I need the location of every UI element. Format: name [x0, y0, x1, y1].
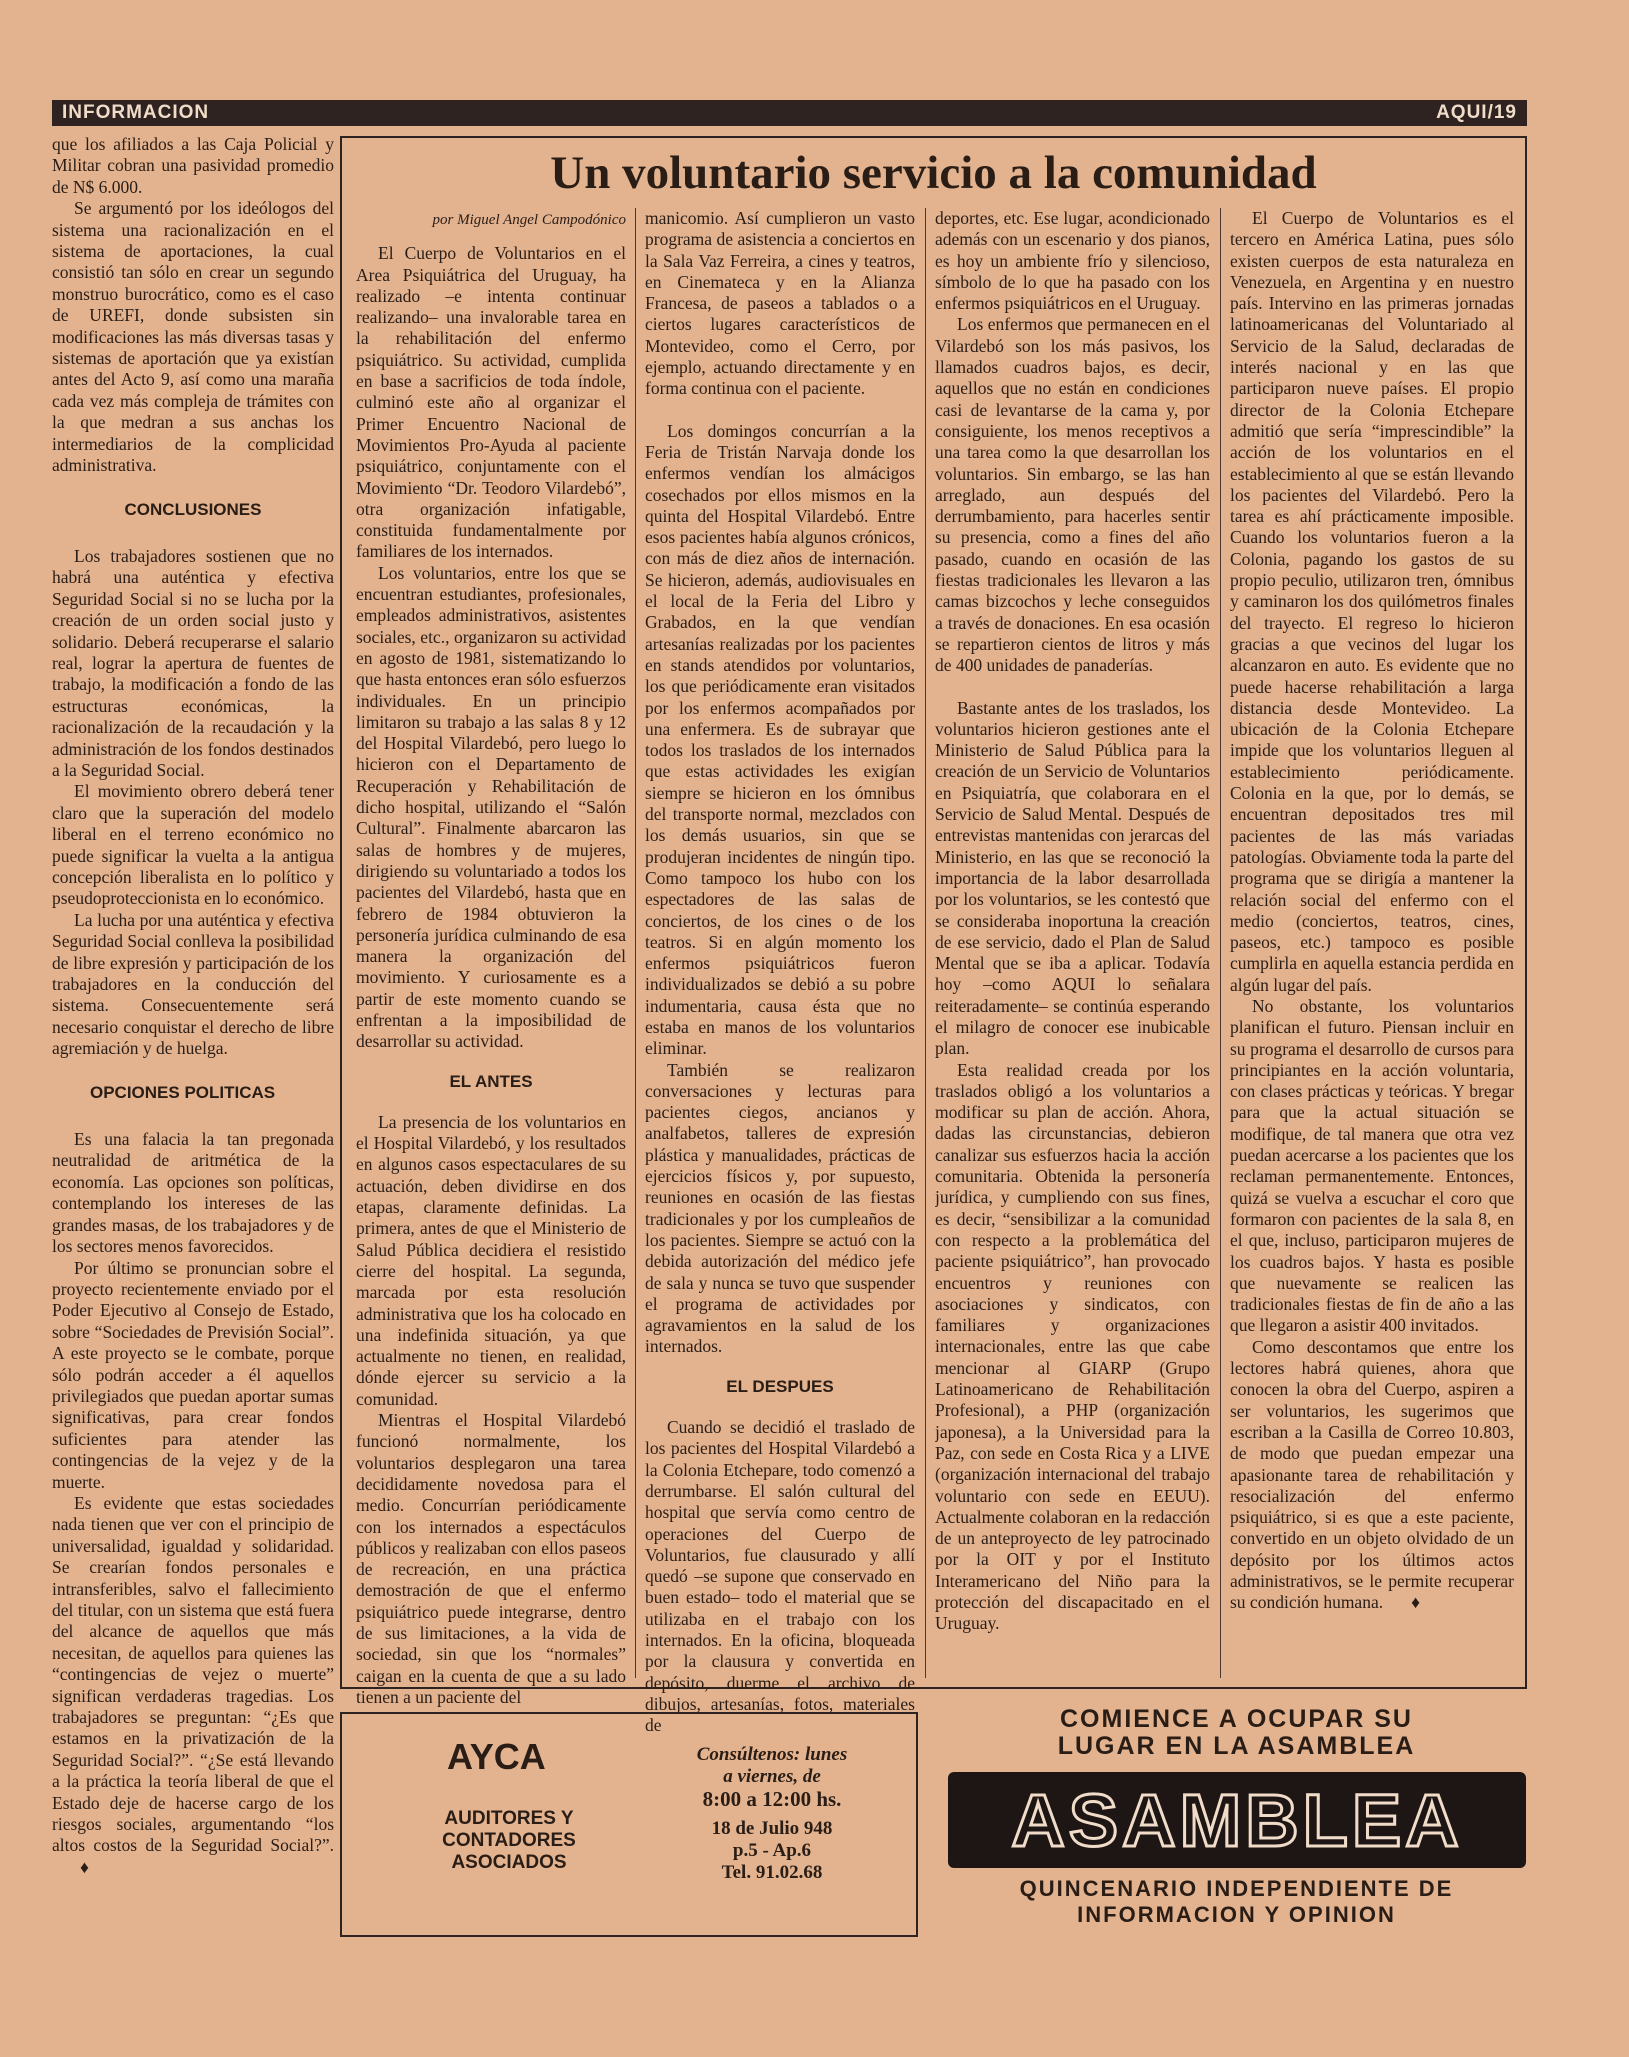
- ayca-advertisement: [340, 1712, 918, 1937]
- asamblea-logo: [948, 1772, 1526, 1868]
- ayca-contact-info: [672, 1744, 872, 1884]
- paragraph: Bastante antes de los traslados, los voluntarios hicieron gestiones ante el Ministerio de Salud Pública para la creación de un Servicio de Voluntarios en Psiquiatría, que colaborara en el Servicio de Salud Mental. Después de entrevistas mantenidas con jerarcas del Ministerio, en las que se reconoció la importancia de la labor desarrollada por los voluntarios, se les contestó que se consideraba inoportuna la creación de ese servicio, dado el Plan de Salud Mental que se iba a aplicar. Todavía hoy –como AQUI lo señalara reiteradamente– se continúa esperando el milagro de conocer ese inubicable plan.: [935, 697, 1210, 1059]
- paragraph-text: Es evidente que estas sociedades nada tienen que ver con el principio de universalidad, igualdad y solidaridad. Se crearían fondos personales e intransferibles, salvo el fallecimiento del titular, con un sistema que está fuera del alcance de aquellos que más necesitan, de aquellos para quienes las “contingencias de vejez o muerte” significan verdaderas tragedias. Los trabajadores se preguntan: “¿Es que estamos en la privatización de la Seguridad Social?”. “¿Se está llevando a la práctica la teoría liberal de que el Estado deje de hacerse cargo de los riesgos sociales, argumentando “los altos costos de la Seguridad Social?”.: [52, 1492, 334, 1856]
- paragraph: Cuando se decidió el traslado de los pacientes del Hospital Vilardebó a la Colonia Etchepare, todo comenzó a derrumbarse. El salón cultural del hospital que servía como centro de operaciones del Cuerpo de Voluntarios, fue clausurado y allí quedó –se supone que conservado en buen estado– todo el material que se utilizaba en el trabajo con los internados. En la oficina, bloqueada por la clausura y convertida en depósito, duerme el archivo de dibujos, artesanías, fotos, materiales de: [645, 1417, 915, 1736]
- paragraph: manicomio. Así cumplieron un vasto programa de asistencia a conciertos en la Sala Vaz Ferreira, a cines y teatros, en Cinemateca y en la Alianza Francesa, de paseos a tablados o a ciertos lugares característicos de Montevideo, como el Cerro, por ejemplo, actuando directamente y en forma continua con el paciente.: [645, 208, 915, 399]
- ayca-hours-line: Consúltenos: lunes: [696, 1744, 848, 1765]
- paragraph: Es una falacia la tan pregonada neutralidad de aritmética de la economía. Las opciones son políticas, contemplando los intereses de las grandes masas, de los trabajadores y de los sectores menos favorecidos.: [52, 1129, 334, 1257]
- paragraph: Se argumentó por los ideólogos del sistema una racionalización en el sistema de aportaciones, la cual consistió tan sólo en crear un segundo monstruo burocrático, como es el caso de UREFI, donde subsisten sin modificaciones las más diversas tasas y sistemas de aportación que ya existían antes del Acto 9, así como una maraña cada vez más compleja de trámites con la que medran a sus anchas los intermediarios de la complicidad administrativa.: [52, 198, 334, 476]
- paragraph: El Cuerpo de Voluntarios es el tercero en América Latina, pues sólo existen cuerpos de esta naturaleza en Venezuela, en Argentina y en nuestro país. Intervino en las primeras jornadas latinoamericanas del Voluntariado al Servicio de la Salud, declaradas de interés nacional y en las que participaron nueve países. El propio director de la Colonia Etchepare admitió que sería “imprescindible” la acción de los voluntarios en el establecimiento al que se están llevando los pacientes del Vilardebó. Pero la tarea es ahí prácticamente imposible. Cuando los voluntarios fueron a la Colonia, pagando los gastos de su propio peculio, utilizaron tren, ómnibus y caminaron los dos quilómetros finales del trayecto. El regreso lo hicieron gracias a que vecinos del lugar los alcanzaron en auto. Es evidente que no puede hacerse rehabilitación a larga distancia desde Montevideo. La ubicación de la Colonia Etchepare impide que los voluntarios lleguen al establecimiento periódicamente. Colonia en la que, por lo demás, se encuentran depositados tres mil pacientes de las más variadas patologías. Obviamente toda la parte del programa que se dirigía a mantener la relación social del enfermo con el medio (conciertos, teatros, cines, paseos, etc.) tampoco es posible cumplirla en aquella estancia perdida en algún lugar del país.: [1230, 208, 1514, 995]
- paragraph-text: Como descontamos que entre los lectores habrá quienes, ahora que conocen la obra del Cuerpo, aspiren a ser voluntarios, les sugerimos que escriban a la Casilla de Correo 10.803, de modo que puedan empezar una apasionante tarea de rehabilitación y resocialización del enfermo psiquiátrico, si es que a este paciente, convertido en un objeto olvidado de un depósito por los últimos actos administrativos, se le permite recuperar su condición humana.: [1230, 1336, 1514, 1613]
- ayca-address-line: p.5 - Ap.6: [732, 1840, 812, 1861]
- page-header-bar: [52, 100, 1527, 126]
- paragraph: También se realizaron conversaciones y lecturas para pacientes ciegos, ancianos y analfabetos, talleres de expresión plástica y manualidades, prácticas de ejercicios físicos y, por supuesto, reuniones en ocasión de las fiestas tradicionales y por los cumpleaños de los pacientes. Siempre se actuó con la debida autorización del médico jefe de sala y nunca se tuvo que suspender el programa de actividades por agravamientos en la salud de los internados.: [645, 1059, 915, 1357]
- end-mark-icon: ♦: [1411, 1592, 1421, 1613]
- paragraph: Por último se pronuncian sobre el proyecto recientemente enviado por el Poder Ejecutivo al Consejo de Estado, sobre “Sociedades de Previsión Social”. A este proyecto se le combate, porque sólo podrán acceder a él aquellos privilegiados que puedan aportar sumas significativas, para crear fondos suficientes para atender las contingencias de la vejez y de la muerte.: [52, 1257, 334, 1492]
- ayca-address-line: 18 de Julio 948: [711, 1818, 833, 1839]
- column-rule: [925, 208, 926, 1678]
- left-column-article: [52, 134, 334, 1934]
- column-rule: [635, 208, 636, 1678]
- article-column-1: [356, 208, 626, 1708]
- paragraph: El Cuerpo de Voluntarios en el Area Psiquiátrica del Uruguay, ha realizado –e intenta continuar realizando– una invalorable tarea en la rehabilitación del enfermo psiquiátrico. Su actividad, cumplida en base a sacrificios de toda índole, culminó este año al organizar el Primer Encuentro Nacional de Movimientos Pro-Ayuda al paciente psiquiátrico, conjuntamente con el Movimiento “Dr. Teodoro Vilardebó”, otra organización infatigable, constituida fundamentalmente por familiares de los internados.: [356, 243, 626, 562]
- paragraph: [52, 1493, 334, 1878]
- asamblea-advertisement: [946, 1706, 1527, 1936]
- article-column-3: [935, 208, 1210, 1635]
- article-headline: Un voluntario servicio a la comunidad: [550, 147, 1317, 199]
- asamblea-slogan-line: COMIENCE A OCUPAR SU: [1060, 1705, 1413, 1733]
- ayca-hours-line: a viernes, de: [723, 1766, 821, 1787]
- page-number: AQUI/19: [1436, 102, 1517, 123]
- asamblea-slogan: [946, 1706, 1527, 1760]
- end-mark-icon: ♦: [80, 1856, 89, 1877]
- paragraph: Los enfermos que permanecen en el Vilardebó son los más pasivos, los llamados cuadros bajos, es decir, aquellos que no están en condiciones casi de levantarse de la cama y, por consiguiente, los menos receptivos a una tarea como la que desarrollan los voluntarios. Sin embargo, se las han arreglado, aun después del derrumbamiento, para hacerles sentir su presencia, como a fines del año pasado, cuando en ocasión de las fiestas tradicionales les llevaron a las camas bizcochos y leche conseguidos a través de donaciones. En esa ocasión se repartieron cientos de litros y más de 400 unidades de panaderías.: [935, 314, 1210, 676]
- paragraph: No obstante, los voluntarios planifican el futuro. Piensan incluir en su programa el desarrollo de cursos para principiantes en la acción voluntaria, con clases prácticas y teóricas. Y bregar para que la actual situación se modifique, de tal manera que otra vez puedan acercarse a los pacientes que los reclaman permanentemente. Entonces, quizá se vuelva a escuchar el coro que formaron con pacientes de la sala 8, en el que, incluso, participaron mujeres de los cuadros bajos. Y hasta es posible que nuevamente se realicen las tradicionales fiestas de fin de año a las que llegaron a asistir 400 invitados.: [1230, 995, 1514, 1336]
- byline: por Miguel Angel Campodónico: [432, 212, 626, 228]
- section-heading: OPCIONES POLITICAS: [90, 1082, 276, 1102]
- paragraph: Esta realidad creada por los traslados obligó a los voluntarios a modificar su plan de acción. Ahora, dadas las circunstancias, debieron canalizar sus esfuerzos hacia la acción comunitaria. Obtenida la personería jurídica, y cumpliendo con sus fines, es decir, “sensibilizar a la comunidad con respecto a la problemática del paciente psiquiátrico”, han provocado encuentros y reuniones con asociaciones y sindicatos, con familiares y organizaciones internacionales, entre las que cabe mencionar al GIARP (Grupo Latinoamericano de Rehabilitación Profesional), a PHP (organización japonesa), a la Universidad para la Paz, con sede en Costa Rica y a LIVE (organización internacional del trabajo voluntario con sede en EEUU). Actualmente colaboran en la redacción de un anteproyecto de ley patrocinado por la OIT y por el Instituto Interamericano del Niño para la protección del discapacitado en el Uruguay.: [935, 1059, 1210, 1634]
- paragraph: El movimiento obrero deberá tener claro que la superación del modelo liberal en el terreno económico no puede significar la vuelta a la antigua concepción liberalista en lo político y pseudoproteccionista en lo económico.: [52, 781, 334, 909]
- asamblea-logo-text: ASAMBLEA: [1011, 1779, 1463, 1862]
- section-heading: EL DESPUES: [726, 1376, 834, 1396]
- paragraph: Los domingos concurrían a la Feria de Tristán Narvaja donde los enfermos vendían los almácigos cosechados por ellos mismos en la quinta del Hospital Vilardebó. Entre esos pacientes había algunos crónicos, con más de diez años de internación. Se hicieron, además, audiovisuales en el local de la Feria del Libro y Grabados, en la que vendían artesanías realizadas por los pacientes en stands atendidos por voluntarios, los que periódicamente eran visitados por los enfermos acompañados por una enfermera. Es de subrayar que todos los traslados de los internados que estas actividades les exigían siempre se hicieron en los ómnibus del transporte normal, mezclados con los demás usuarios, sin que se produjeran incidentes de ningún tipo. Como tampoco los hubo con los espectadores de las salas de conciertos, de los cines o de los teatros. Si en algún momento los enfermos psiquiátricos fueron individualizados se debió a su pobre indumentaria, causa ésta que no estaba en manos de los voluntarios eliminar.: [645, 420, 915, 1059]
- section-heading: CONCLUSIONES: [124, 499, 262, 519]
- ayca-line: ASOCIADOS: [451, 1852, 567, 1873]
- ayca-description: [424, 1808, 594, 1874]
- paragraph: Los voluntarios, entre los que se encuentran estudiantes, profesionales, empleados administrativos, asistentes sociales, etc., organizaron su actividad en agosto de 1981, sistematizando lo que hasta entonces eran sólo esfuerzos individuales. En un principio limitaron su trabajo a las salas 8 y 12 del Hospital Vilardebó, pero luego lo hicieron con el Departamento de Recuperación y Rehabilitación de dicho hospital, utilizando el “Salón Cultural”. Finalmente abarcaron las salas de hombres y de mujeres, dirigiendo su voluntariado a todos los pacientes del Vilardebó, hasta que en febrero de 1984 obtuvieron la personería jurídica culminando de esa manera la organización del movimiento. Y curiosamente es a partir de este momento cuando se enfrentan a la imposibilidad de desarrollar su actividad.: [356, 562, 626, 1052]
- ayca-phone-line: Tel. 91.02.68: [721, 1862, 823, 1883]
- asamblea-logo-banner: [948, 1772, 1526, 1868]
- paragraph: Los trabajadores sostienen que no habrá una auténtica y efectiva Seguridad Social si no se lucha por la creación de un orden social justo y solidario. Deberá recuperarse el salario real, lograr la apertura de fuentes de trabajo, la modificación a fondo de las estructuras económicas, la racionalización de la recaudación y la administración de los fondos destinados a la Seguridad Social.: [52, 545, 334, 780]
- paragraph: Mientras el Hospital Vilardebó funcionó normalmente, los voluntarios desplegaron una tarea decididamente novedosa para el medio. Concurrían periódicamente con los internados a espectáculos públicos y realizaban con ellos paseos de recreación, en una práctica demostración de que el enfermo psiquiátrico puede integrarse, dentro de sus limitaciones, a la vida de sociedad, sin que los “normales” caigan en la cuenta de que a su lado tienen a un paciente del: [356, 1410, 626, 1707]
- article-column-4: [1230, 208, 1514, 1614]
- paragraph: [1230, 1337, 1514, 1614]
- column-rule: [1220, 208, 1221, 1678]
- paragraph: que los afiliados a las Caja Policial y Militar cobran una pasividad promedio de N$ 6.000.: [52, 134, 334, 197]
- asamblea-tagline-line: QUINCENARIO INDEPENDIENTE DE: [1019, 1876, 1454, 1901]
- ayca-line: AUDITORES Y: [444, 1808, 574, 1829]
- asamblea-slogan-line: LUGAR EN LA ASAMBLEA: [1057, 1732, 1416, 1760]
- ayca-line: CONTADORES: [442, 1830, 576, 1851]
- section-heading: EL ANTES: [449, 1071, 533, 1091]
- paragraph: La presencia de los voluntarios en el Hospital Vilardebó, y los resultados en algunos casos espectaculares de su actuación, deben dividirse en dos etapas, claramente definidas. La primera, antes de que el Ministerio de Salud Pública decidiera el resistido cierre del hospital. La segunda, marcada por esta resolución administrativa que los ha colocado en una indefinida situación, ya que actualmente no tienen, en realidad, dónde ejercer su servicio a la comunidad.: [356, 1111, 626, 1409]
- ayca-name: AYCA: [447, 1736, 546, 1777]
- section-title: INFORMACION: [62, 102, 210, 123]
- article-column-2: [645, 208, 915, 1736]
- paragraph: La lucha por una auténtica y efectiva Seguridad Social conlleva la posibilidad de libre expresión y participación de los trabajadores en la conducción del sistema. Consecuentemente será necesario conquistar el derecho de libre agremiación y de huelga.: [52, 909, 334, 1059]
- asamblea-tagline: [946, 1876, 1527, 1928]
- ayca-hours-line: 8:00 a 12:00 hs.: [702, 1787, 842, 1811]
- asamblea-tagline-line: INFORMACION Y OPINION: [1077, 1902, 1396, 1927]
- paragraph: deportes, etc. Ese lugar, acondicionado además con un escenario y dos pianos, es hoy un ambiente frío y silencioso, símbolo de lo que ha pasado con los enfermos psiquiátricos en el Uruguay.: [935, 208, 1210, 314]
